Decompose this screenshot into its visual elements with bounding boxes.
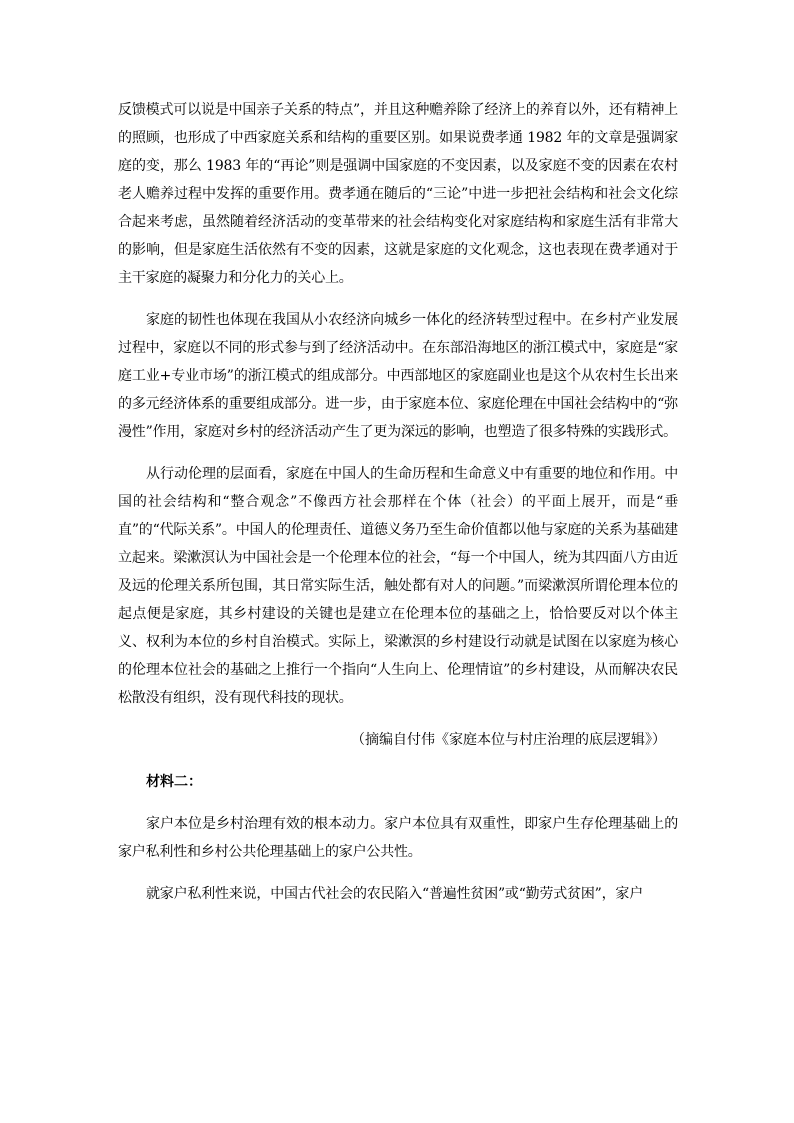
paragraph-3: 从行动伦理的层面看，家庭在中国人的生命历程和生命意义中有重要的地位和作用。中国的社会结构和“整合观念”不像西方社会那样在个体（社会）的平面上展开，而是“垂直”的“代际关系”。中国人的伦理责任、道德义务乃至生命价值都以他与家庭的关系为基础建立起来。梁漱溟认为中国社会是一个伦理本位的社会，“每一个中国人，统为其四面八方由近及远的伦理关系所包围，其日常实际生活，触处都有对人的问题。”而梁漱溟所谓伦理本位的起点便是家庭，其乡村建设的关键也是建立在伦理本位的基础之上，恰恰要反对以个体主义、权利为本位的乡村自治模式。实际上，梁漱溟的乡村建设行动就是试图在以家庭为核心的伦理本位社会的基础之上推行一个指向“人生向上、伦理情谊”的乡村建设，从而解决农民松散没有组织，没有现代科技的现状。 [118,466,678,706]
paragraph-1: 反馈模式可以说是中国亲子关系的特点”，并且这种赡养除了经济上的养育以外，还有精神上的照顾，也形成了中西家庭关系和结构的重要区别。如果说费孝通 1982 年的文章是强调家庭的变，那么 1983 年的“再论”则是强调中国家庭的不变因素，以及家庭不变的因素在农村老人赡养过程中发挥的重要作用。费孝通在随后的“三论”中进一步把社会结构和社会文化综合起来考虑，虽然随着经济活动的变革带来的社会结构变化对家庭结构和家庭生活有非常大的影响，但是家庭生活依然有不变的因素，这就是家庭的文化观念，这也表现在费孝通对于主干家庭的凝聚力和分化力的关心上。 [118,102,678,286]
source-citation: （摘编自付伟《家庭本位与村庄治理的底层逻辑》） [351,732,666,748]
paragraph-2: 家庭的韧性也体现在我国从小农经济向城乡一体化的经济转型过程中。在乡村产业发展过程中，家庭以不同的形式参与到了经济活动中。在东部沿海地区的浙江模式中，家庭是“家庭工业+专业市场”的浙江模式的组成部分。中西部地区的家庭副业也是这个从农村生长出来的多元经济体系的重要组成部分。进一步，由于家庭本位、家庭伦理在中国社会结构中的“弥漫性”作用，家庭对乡村的经济活动产生了更为深远的影响，也塑造了很多特殊的实践形式。 [118,312,678,440]
paragraph-5: 就家户私利性来说，中国古代社会的农民陷入“普遍性贫困”或“勤劳式贫困”，家户 [146,886,644,902]
document-page [118,96,678,908]
paragraph-4: 家户本位是乡村治理有效的根本动力。家户本位具有双重性，即家户生存伦理基础上的家户私利性和乡村公共伦理基础上的家户公共性。 [118,816,678,860]
section-heading: 材料二： [146,774,202,790]
